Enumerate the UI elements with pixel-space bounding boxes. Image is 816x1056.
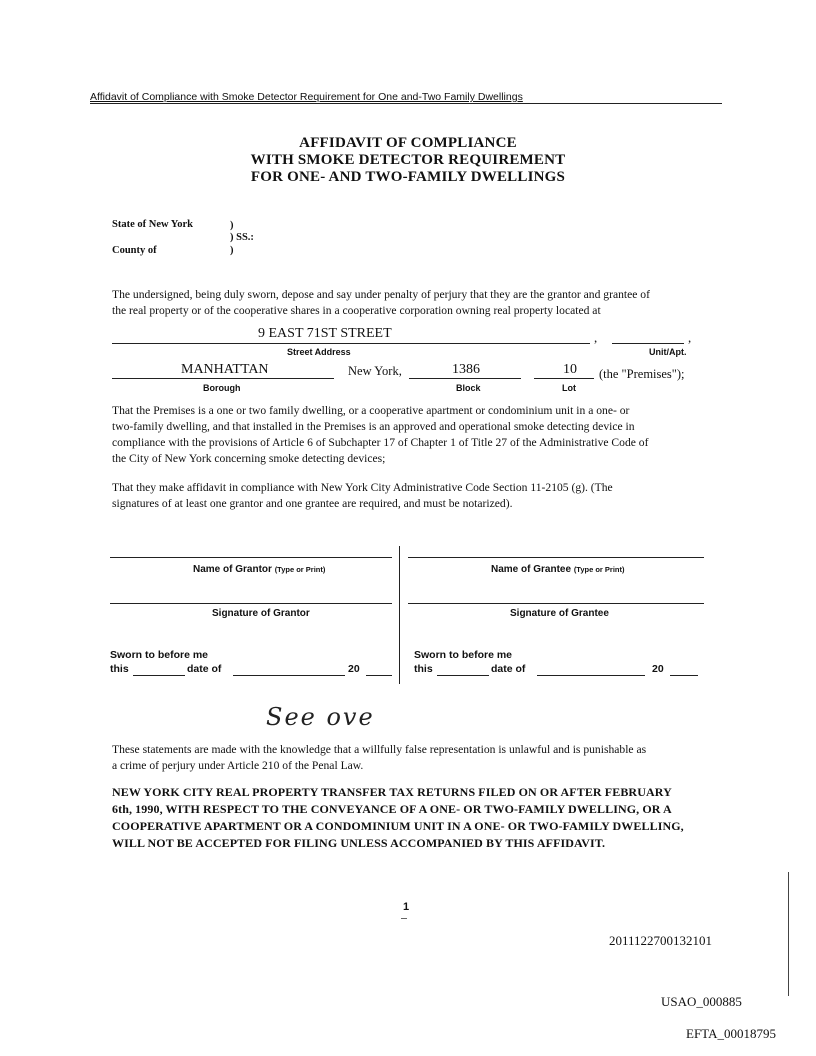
bates-efta: EFTA_00018795	[686, 1026, 776, 1041]
grantor-this-label: this	[110, 663, 129, 675]
grantee-signature-line	[408, 603, 704, 604]
grantee-name-hint: (Type or Print)	[573, 565, 625, 574]
grantee-name-line	[408, 557, 704, 558]
grantor-day-line	[133, 675, 185, 676]
grantee-sworn-label: Sworn to before me	[414, 649, 513, 661]
venue-paren-bottom: )	[230, 245, 234, 256]
grantee-name-label-text: Name of Grantee	[491, 564, 572, 575]
grantee-this-label: this	[414, 663, 433, 675]
grantee-month-line	[537, 675, 645, 676]
venue-ss: ) SS.:	[230, 232, 254, 243]
block-label: Block	[456, 383, 481, 393]
grantee-year-prefix: 20	[652, 663, 664, 675]
block-line	[409, 378, 521, 379]
borough-line	[112, 378, 334, 379]
block-value: 1386	[452, 362, 480, 377]
para3-line-1: That they make affidavit in compliance with New York City Administrative Code Section 11-2105 (g). (The	[112, 481, 613, 494]
margin-edge-mark	[788, 872, 789, 996]
intro-line-2: the real property or of the cooperative shares in a cooperative corporation owning real property located at	[112, 304, 601, 317]
grantee-day-line	[437, 675, 489, 676]
comma-1: ,	[594, 330, 598, 345]
intro-line-1: The undersigned, being duly sworn, depose and say under penalty of perjury that they are the grantor and grantee of	[112, 288, 650, 301]
street-address-value: 9 EAST 71ST STREET	[258, 326, 392, 341]
notice-line-4: WILL NOT BE ACCEPTED FOR FILING UNLESS ACCOMPANIED BY THIS AFFIDAVIT.	[112, 836, 606, 850]
unit-line	[612, 343, 684, 344]
grantor-name-label-text: Name of Grantor	[193, 564, 272, 575]
notice-line-2: 6th, 1990, WITH RESPECT TO THE CONVEYANCE OF A ONE- OR TWO-FAMILY DWELLING, OR A	[112, 802, 672, 816]
grantor-year-line	[366, 675, 392, 676]
premises-text: (the "Premises");	[599, 367, 685, 381]
venue-county: County of	[112, 245, 157, 256]
grantor-signature-label: Signature of Grantor	[212, 608, 310, 619]
notice-line-1: NEW YORK CITY REAL PROPERTY TRANSFER TAX RETURNS FILED ON OR AFTER FEBRUARY	[112, 785, 672, 799]
borough-value: MANHATTAN	[181, 362, 269, 377]
venue-paren-top: )	[230, 220, 234, 231]
para4-line-1: These statements are made with the knowledge that a willfully false representation is unlawful and is punishable as	[112, 743, 647, 756]
page-number: 1	[403, 901, 410, 913]
comma-2: ,	[688, 330, 692, 345]
street-address-line	[112, 343, 590, 344]
lot-line	[534, 378, 594, 379]
grantor-month-line	[233, 675, 345, 676]
venue-state: State of New York	[112, 219, 193, 230]
bates-usao: USAO_000885	[661, 994, 742, 1009]
street-address-label: Street Address	[287, 347, 351, 357]
page-number-mark	[401, 918, 407, 919]
signature-divider	[399, 546, 400, 684]
handwritten-note: See ove	[266, 703, 375, 731]
grantee-date-of-label: date of	[491, 663, 526, 675]
header-rule	[90, 103, 722, 104]
borough-label: Borough	[203, 383, 241, 393]
unit-label: Unit/Apt.	[649, 347, 687, 357]
para4-line-2: a crime of perjury under Article 210 of the Penal Law.	[112, 759, 364, 772]
title-line-1: AFFIDAVIT OF COMPLIANCE	[299, 135, 517, 151]
running-header: Affidavit of Compliance with Smoke Detector Requirement for One and-Two Family Dwellings	[90, 91, 523, 103]
grantor-date-of-label: date of	[187, 663, 222, 675]
lot-label: Lot	[562, 383, 576, 393]
notice-line-3: COOPERATIVE APARTMENT OR A CONDOMINIUM UNIT IN A ONE- OR TWO-FAMILY DWELLING,	[112, 819, 684, 833]
grantee-year-line	[670, 675, 698, 676]
para2-line-4: the City of New York concerning smoke detecting devices;	[112, 452, 386, 465]
state-text: New York,	[348, 364, 402, 378]
para3-line-2: signatures of at least one grantor and one grantee are required, and must be notarized).	[112, 497, 513, 510]
title-line-2: WITH SMOKE DETECTOR REQUIREMENT	[250, 152, 566, 168]
title-line-3: FOR ONE- AND TWO-FAMILY DWELLINGS	[250, 169, 566, 185]
grantor-sworn-label: Sworn to before me	[110, 649, 209, 661]
grantor-name-label	[193, 564, 325, 575]
para2-line-3: compliance with the provisions of Article 6 of Subchapter 17 of Chapter 1 of Title 27 of the Administrative Code of	[112, 436, 649, 449]
grantee-signature-label: Signature of Grantee	[510, 608, 609, 619]
grantee-name-label	[491, 564, 625, 575]
lot-value: 10	[563, 362, 577, 377]
grantor-signature-line	[110, 603, 392, 604]
document-id: 2011122700132101	[609, 933, 713, 948]
grantor-name-hint: (Type or Print)	[274, 565, 326, 574]
grantor-name-line	[110, 557, 392, 558]
grantor-year-prefix: 20	[348, 663, 360, 675]
para2-line-2: two-family dwelling, and that installed in the Premises is an approved and operational smoke detecting device in	[112, 420, 635, 433]
para2-line-1: That the Premises is a one or two family dwelling, or a cooperative apartment or condominium unit in a one- or	[112, 404, 630, 417]
